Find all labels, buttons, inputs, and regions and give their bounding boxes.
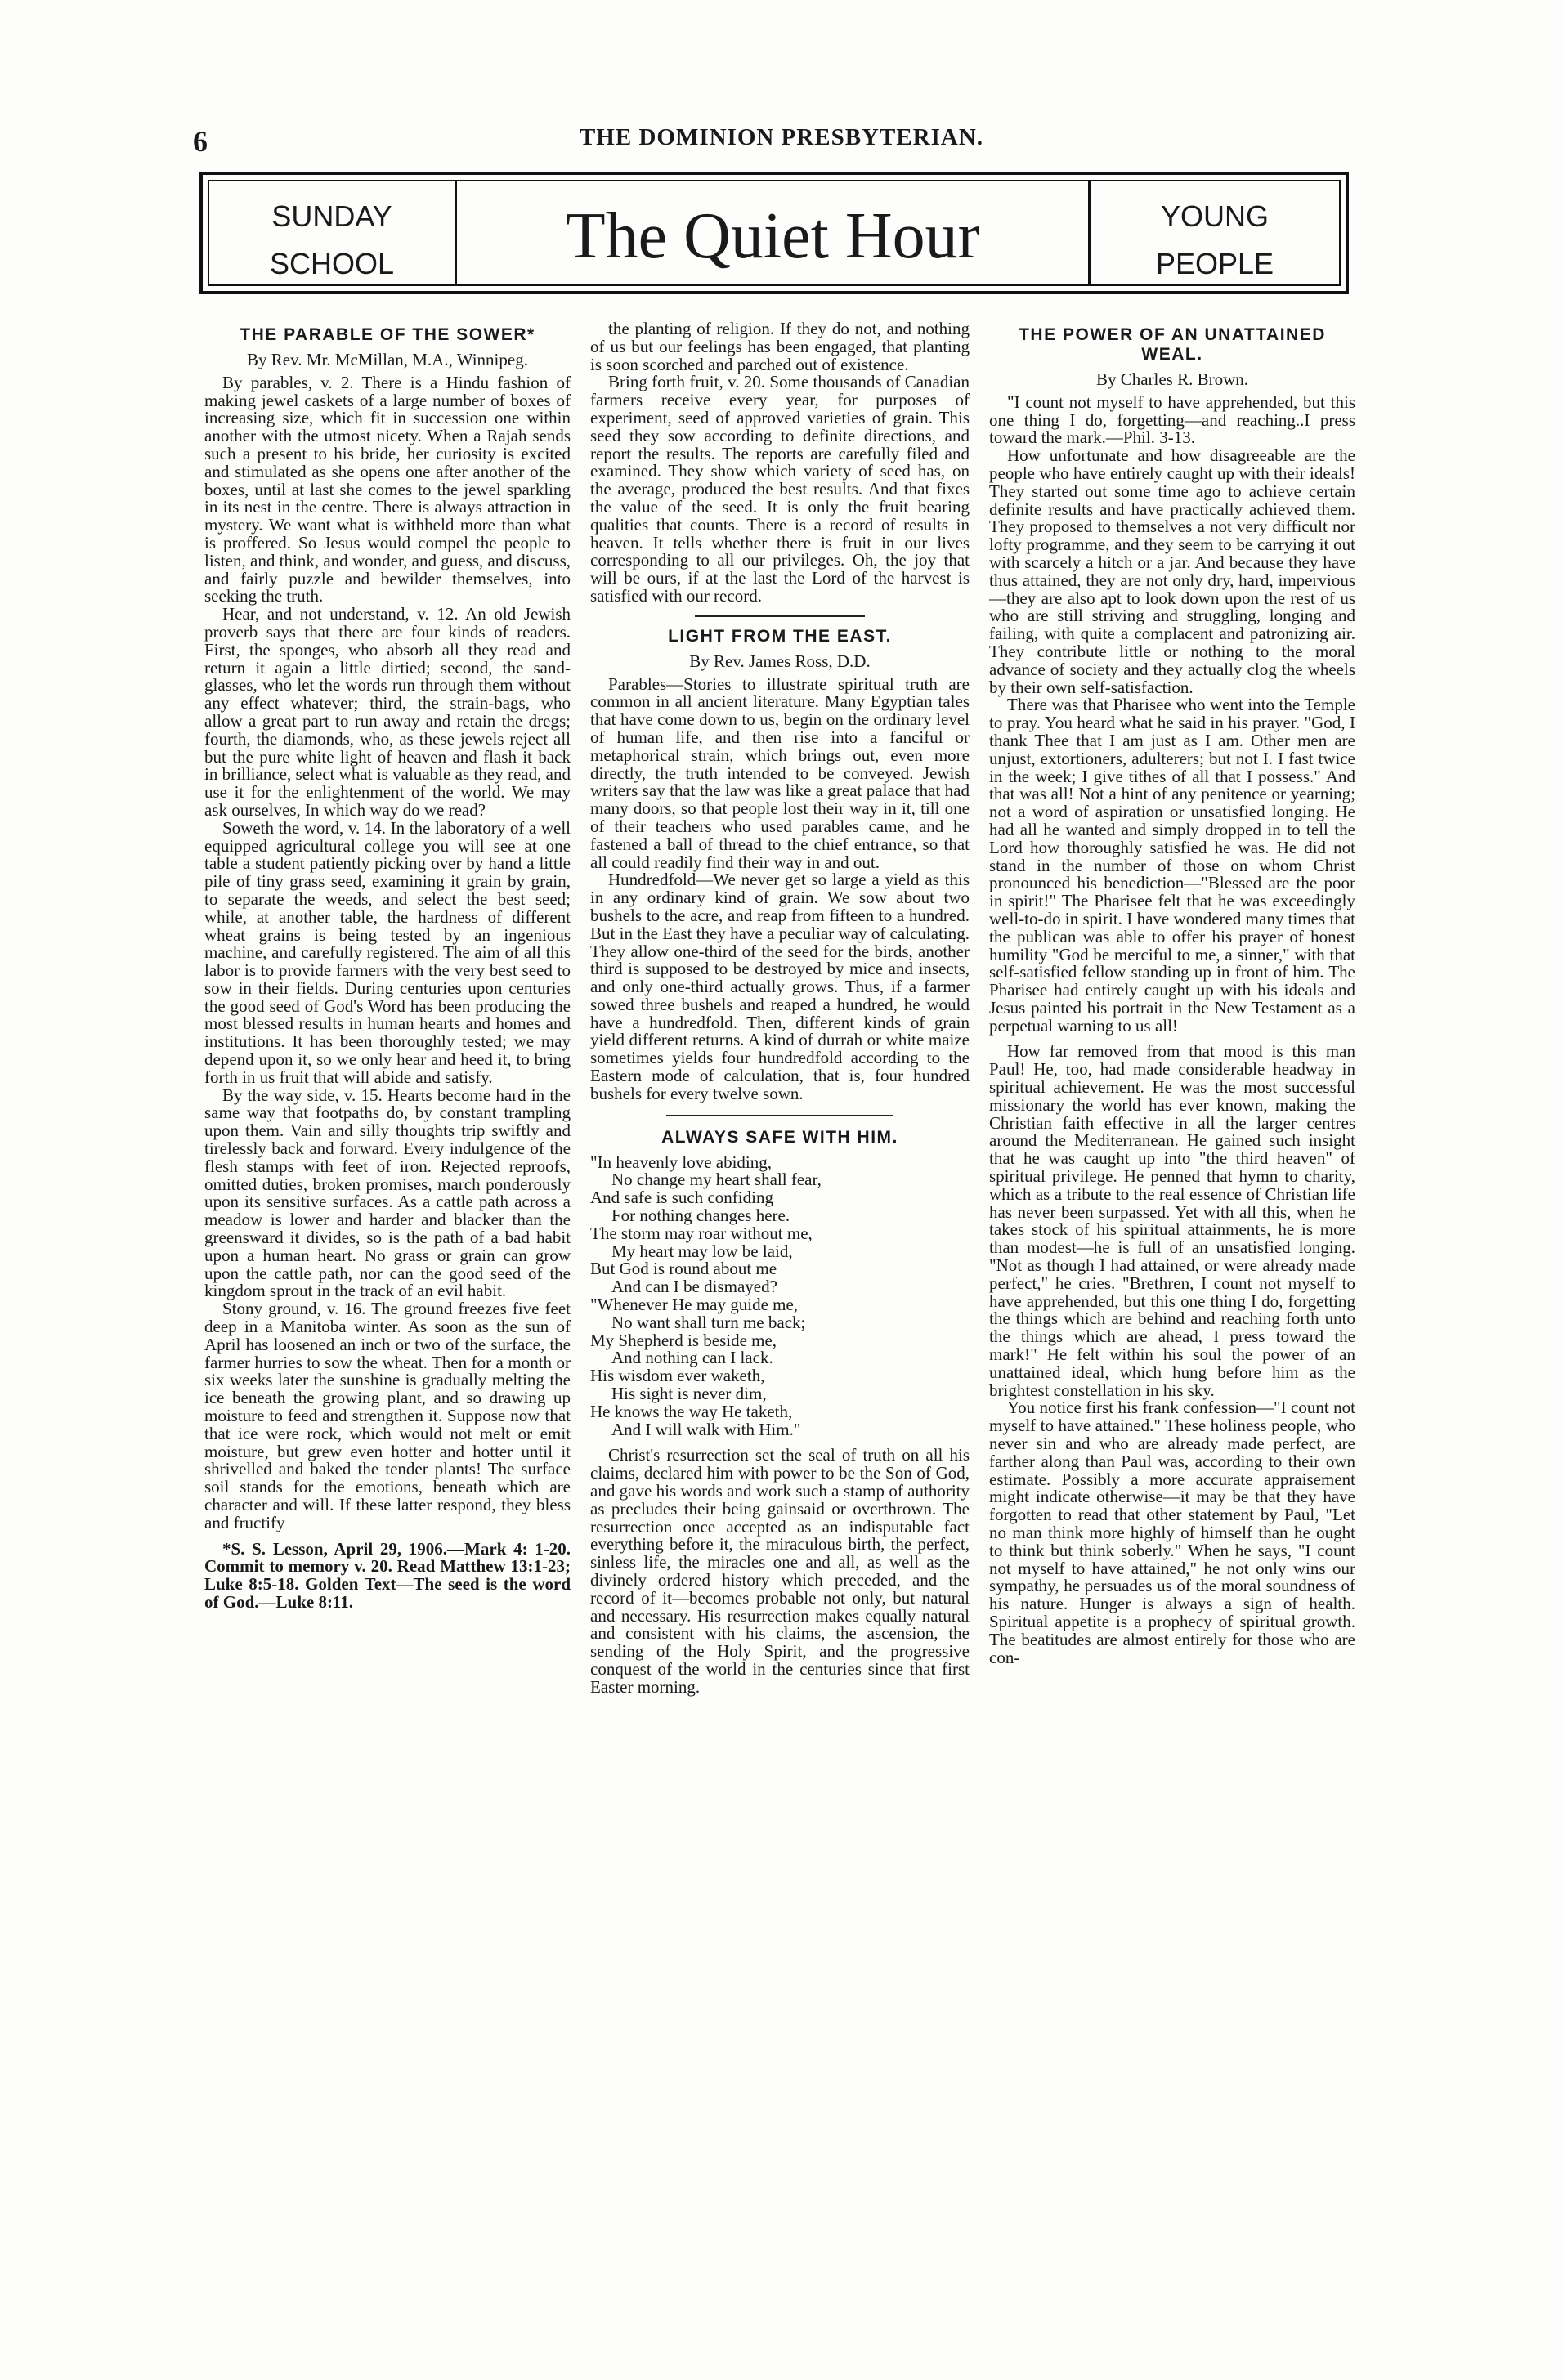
article-title-power: THE POWER OF AN UNATTAINED WEAL. [1019,325,1326,364]
paragraph: How unfortunate and how disagreeable are the people who have entirely caught up with their ideals! They started out some time ago to achieve certain definite results and have practically achieved them. They proposed to themselves a not very difficult nor lofty programme, and they seem to be carrying it out with scarcely a hitch or a jar. And because they have thus attained, they are not only dry, hard, impervious—they are also apt to look down upon the rest of us who are still striving and struggling, longing and failing, with quite a complacent and patronizing air. They contribute little or nothing to the moral advance of society and they actually clog the wheels by their own self-satisfaction. [989,445,1355,697]
poem-line: No change my heart shall fear, [611,1170,822,1190]
paragraph: Hear, and not understand, v. 12. An old Jewish proverb says that there are four kinds of readers. First, the sponges, who absorb all they read and return it again a little dirtied; second, the sand-glasses, who let the words run through them without any effect whatever; third, the strain-bags, who allow a great part to run away and retain the dregs; fourth, the diamonds, who, as these jewels reject all but the pure white light of heaven and flash it back in brilliance, select what is valuable as they read, and use it for the enlightenment of the world. We may ask ourselves, In which way do we read? [204,604,571,820]
paragraph: By the way side, v. 15. Hearts become hard in the same way that footpaths do, by constant trampling upon them. Vain and silly thoughts trip swiftly and tirelessly back and forward. Every indulgence of the flesh stamps with feet of iron. Rejected reproofs, omitted duties, broken promises, march ponderously upon its sensitive surfaces. As a cattle path across a meadow is lower and harder and blacker than the greensward it divides, so is the path of a bad habit upon a human heart. No grass or grain can grow upon the cattle path, nor can the good seed of the kingdom sprout in the track of an evil habit. [204,1085,571,1301]
sunday-school-box [209,181,457,284]
hymn-poem [590,1154,970,1439]
poem-line: My heart may low be laid, [611,1241,793,1261]
paragraph: Bring forth fruit, v. 20. Some thousands of Canadian farmers receive every year, for purposes of experiment, seed of approved varieties of grain. This seed they sow according to definite directions, and report the results. The reports are carefully filed and examined. They show which variety of seed has, on the average, produced the best results. And that fixes the value of the seed. It is only the fruit bearing qualities that counts. There is a record of results in heaven. It tells whether there is fruit in our lives corresponding to all our privileges. Oh, the joy that will be ours, if at the last the Lord of the harvest is satisfied with our record. [590,372,970,606]
banner-right-line2: PEOPLE [1155,247,1274,280]
byline-sower: By Rev. Mr. McMillan, M.A., Winnipeg. [247,350,528,369]
lesson-footnote: *S. S. Lesson, April 29, 1906.—Mark 4: 1-20. Commit to memory v. 20. Read Matthew 13:1-23; Luke 8:5-18. Golden Text—The seed is the word of God.—Luke 8:11. [204,1538,571,1612]
poem-line: And I will walk with Him." [611,1419,801,1439]
poem-line: "Whenever He may guide me, [590,1295,799,1315]
poem-line: The storm may roar without me, [590,1223,813,1243]
paragraph: How far removed from that mood is this man Paul! He, too, had made considerable headway in spiritual achievement. He was the most successful missionary the world has ever known, making the Christian faith effective in all the larger centres around the Mediterranean. He gained such insight that he was caught up into "the third heaven" of spiritual privilege. He penned that hymn to charity, which as a tribute to the real essence of Christian life has never been surpassed. Yet with all this, when he takes stock of his spiritual attainments, he is more than modest—he is full of an unsatisfied longing. "Not as though I had attained, or were already made perfect," he cries. "Brethren, I count not myself to have apprehended, but this one thing I do, forgetting the things which are behind and reaching forth unto the things which are ahead, I press toward the mark!" He felt within his soul the power of an unattained ideal, which hung before him as the brightest constellation in his sky. [989,1041,1355,1400]
paragraph: Soweth the word, v. 14. In the laboratory of a well equipped agricultural college you will see at one table a student patiently picking over by hand a little pile of tiny grass seed, examining it grain by grain, to separate the weeds, and select the best seed; while, at another table, the hardness of different wheat grains is being tested by an ingenious machine, and carefully registered. The aim of all this labor is to provide farmers with the very best seed to sow in their fields. During centuries upon centuries the good seed of God's Word has been producing the most blessed results in human hearts and homes and institutions. It has been thoroughly tested; we may depend upon it, so we only hear and heed it, to bring forth in us fruit that will abide and satisfy. [204,817,571,1087]
poem-line: He knows the way He taketh, [590,1401,793,1421]
poem-line: "In heavenly love abiding, [590,1152,773,1172]
paragraph: There was that Pharisee who went into the Temple to pray. You heard what he said in his prayer. "God, I thank Thee that I am just as I am. Other men are unjust, extortioners, adulterers; but not I. I fast twice in the week; I give tithes of all that I possess." And that was all! Not a hint of any penitence or yearning; not a word of aspiration or unsatisfied longing. He had all he wanted and simply dropped in to tell the Lord how thoroughly satisfied he was. He did not stand in the number of those on whom Christ pronounced his benediction—"Blessed are the poor in spirit!" The Pharisee felt that he was exceedingly well-to-do in spirit. I have wondered many times that the publican was able to offer his prayer of honest humility "God be merciful to me, a sinner," with that self-satisfied fellow standing up in front of him. The Pharisee had entirely caught up with his ideals and Jesus painted his portrait in the New Testament as a perpetual warning to us all! [989,695,1355,1036]
publication-masthead: THE DOMINION PRESBYTERIAN. [579,124,984,150]
section-divider [695,615,866,617]
young-people-box [1088,181,1339,284]
poem-line: My Shepherd is beside me, [590,1330,777,1350]
byline-power: By Charles R. Brown. [1095,369,1249,389]
article-title-safe: ALWAYS SAFE WITH HIM. [661,1127,898,1147]
poem-line: No want shall turn me back; [611,1312,806,1332]
column-2 [590,320,970,1697]
paragraph: Hundredfold—We never get so large a yield as this in any ordinary kind of grain. We sow about two bushels to the acre, and reap from fifteen to a hundred. But in the East they have a peculiar way of calculating. They allow one-third of the seed for the birds, another third is supposed to be destroyed by mice and insects, and only one-third actually grows. Thus, if a farmer sowed three bushels and reaped a hundred, he would have a hundredfold. Then, different kinds of grain yield different returns. A kind of durrah or white maize sometimes yields four hundredfold according to the Eastern mode of calculation, that is, four hundred bushels for every twelve sown. [590,870,970,1103]
banner-right-line1: YOUNG [1160,199,1269,233]
banner-left-line1: SUNDAY [271,199,392,233]
paragraph: You notice first his frank confession—"I count not myself to have attained." These holiness people, who never sin and who are already made perfect, are farther along than Paul was, according to their own estimate. Possibly a more accurate appraisement might indicate otherwise—it may be that they have forgotten to read that other statement by Paul, "Let no man think more highly of himself than he ought to think but think soberly." When he says, "I count not myself to have attained," he not only wins our sympathy, he persuades us of the moral soundness of his nature. Hunger is always a sign of health. Spiritual appetite is a prophecy of spiritual growth. The beatitudes are almost entirely for those who are con- [989,1398,1355,1667]
byline-light: By Rev. James Ross, D.D. [689,651,871,671]
banner-left-line2: SCHOOL [269,247,395,280]
paragraph: the planting of religion. If they do not, and nothing of us but our feelings has been engaged, that planting is soon scorched and parched out of existence. [590,319,970,374]
scripture-quote: "I count not myself to have apprehended, but this one thing I do, forgetting—and reaching..I press toward the mark.—Phil. 3-13. [989,391,1355,448]
poem-line: For nothing changes here. [611,1206,790,1226]
poem-line: His sight is never dim, [611,1384,767,1404]
poem-line: But God is round about me [590,1259,777,1279]
paragraph: Stony ground, v. 16. The ground freezes five feet deep in a Manitoba winter. As soon as the sun of April has loosened an inch or two of the surface, the farmer hurries to sow the wheat. Then for a month or six weeks later the sunshine is gradually melting the ice beneath the growing plant, and so drawing up moisture to feed and strengthen it. Suppose now that that ice were rock, which would not melt or emit moisture, but grew even hotter and hotter until it shrivelled and baked the tender plants! The surface soil stands for the emotions, beneath which are character and will. If these latter respond, they bless and fructify [204,1299,571,1532]
poem-line: And can I be dismayed? [611,1277,777,1297]
column-3 [989,320,1355,1666]
paragraph: By parables, v. 2. There is a Hindu fashion of making jewel caskets of a large number of boxes of increasing size, which fit in succession one within another with the utmost nicety. When a Rajah sends such a present to his bride, her curiosity is excited and stimulated as she opens one after another of the boxes, until at last she comes to the jewel sparkling in its nest in the centre. There is always attraction in mystery. We want what is withheld more than what is proffered. So Jesus would compel the people to listen, and think, and wonder, and guess, and discuss, and fairly puzzle and bewilder themselves, into seeking the truth. [204,372,571,606]
article-title-sower: THE PARABLE OF THE SOWER* [240,325,535,344]
banner-title: The Quiet Hour [565,200,980,272]
poem-line: His wisdom ever waketh, [590,1366,765,1386]
section-divider [666,1115,893,1116]
paragraph: Christ's resurrection set the seal of truth on all his claims, declared him with power to be the Son of God, and gave his words and work such a stamp of authority as precludes their being gainsaid or overthrown. The resurrection once accepted as an indisputable fact everything before it, the miraculous birth, the perfect, sinless life, the miracles one and all, as well as the divinely ordered history which preceded, and the record of it—becomes probable not only, but natural and necessary. His resurrection makes equally natural and consistent with his claims, the ascension, the sending of the Holy Spirit, and the progressive conquest of the world in the centuries since that first Easter morning. [590,1445,970,1697]
section-banner [199,172,1349,294]
poem-line: And safe is such confiding [590,1188,773,1208]
article-title-light: LIGHT FROM THE EAST. [668,626,892,646]
column-1 [204,320,571,1612]
poem-line: And nothing can I lack. [611,1348,773,1368]
page-number: 6 [193,125,208,158]
paragraph: Parables—Stories to illustrate spiritual truth are common in all ancient literature. Many Egyptian tales that have come down to us, begin on the ordinary level of human life, and then rise into a fanciful or metaphorical strain, which brings out, even more directly, the truth intended to be conveyed. Jewish writers say that the law was like a great palace that had many doors, so that people lost their way in it, till one of their teachers who used parables came, and he fastened a ball of thread to the chief entrance, so that all could readily find their way in and out. [590,673,970,872]
